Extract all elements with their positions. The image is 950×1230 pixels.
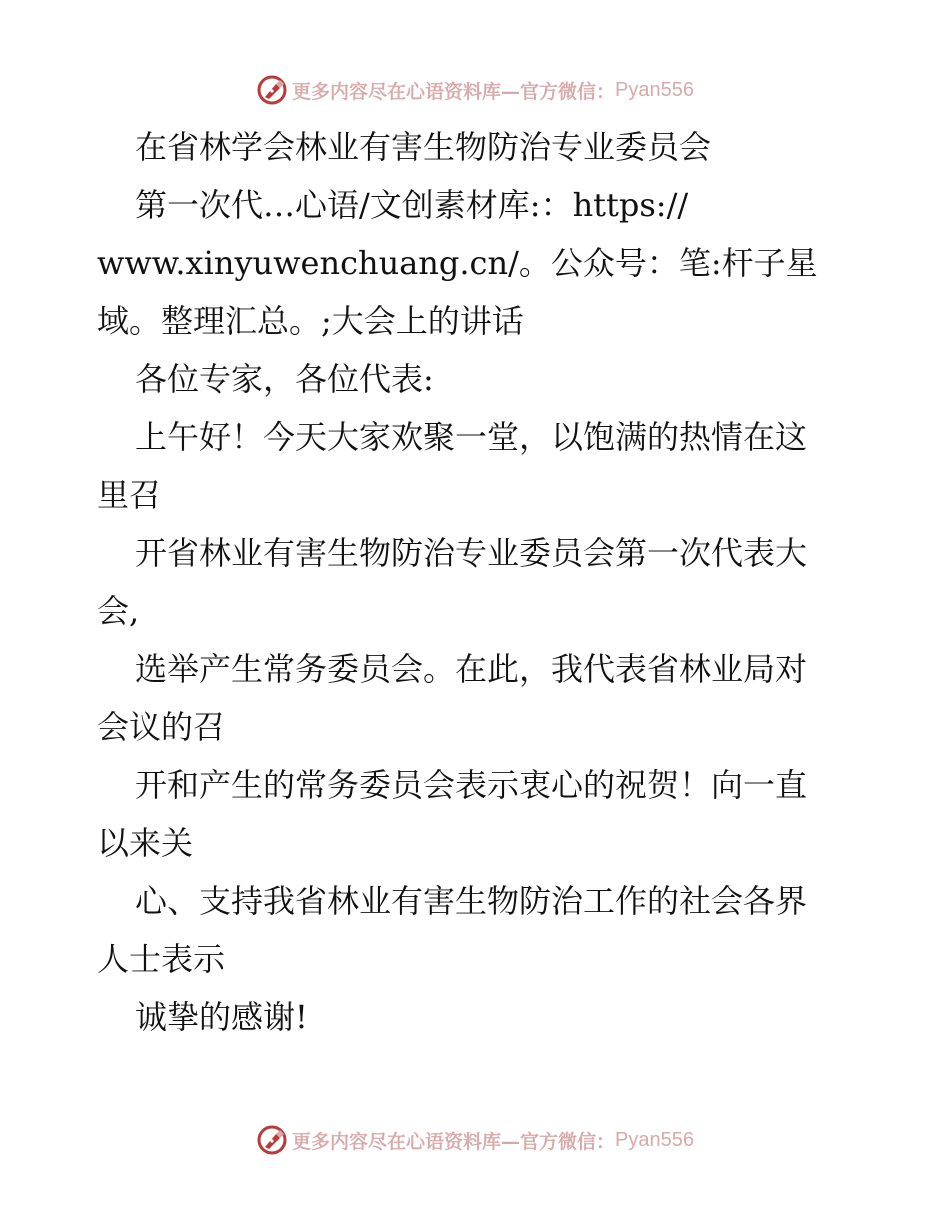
paragraph-line: 上午好！今天大家欢聚一堂，以饱满的热情在这 bbox=[135, 418, 808, 456]
header-banner bbox=[0, 70, 950, 110]
paragraph-line: 以来关 bbox=[97, 824, 194, 862]
paragraph-line: 心、支持我省林业有害生物防治工作的社会各界 bbox=[135, 882, 808, 920]
pen-logo-icon bbox=[256, 1124, 288, 1156]
paragraph-line: 诚挚的感谢! bbox=[135, 998, 308, 1036]
document-body bbox=[97, 118, 857, 1046]
header-banner-wechat-id: Pyan556 bbox=[615, 78, 694, 101]
paragraph-line: 里召 bbox=[97, 476, 162, 514]
title-line-4: 域。整理汇总。;大会上的讲话 bbox=[97, 302, 524, 340]
title-line-3: www.xinyuwenchuang.cn/。公众号：笔:杆子星 bbox=[97, 244, 818, 282]
footer-banner bbox=[0, 1120, 950, 1160]
title-line-2: 第一次代…心语/文创素材库:：https:// bbox=[135, 186, 689, 224]
pen-logo-icon bbox=[256, 74, 288, 106]
footer-banner-text: 更多内容尽在心语资料库—官方微信： bbox=[292, 1130, 616, 1153]
paragraph-line: 会, bbox=[97, 592, 140, 630]
paragraph-line: 会议的召 bbox=[97, 708, 226, 746]
paragraph-line: 开省林业有害生物防治专业委员会第一次代表大 bbox=[135, 534, 808, 572]
paragraph-line: 开和产生的常务委员会表示衷心的祝贺！向一直 bbox=[135, 766, 808, 804]
title-line-1: 在省林学会林业有害生物防治专业委员会 bbox=[135, 128, 712, 166]
header-banner-text: 更多内容尽在心语资料库—官方微信： bbox=[292, 80, 616, 103]
footer-banner-wechat-id: Pyan556 bbox=[615, 1128, 694, 1151]
salutation-line: 各位专家，各位代表: bbox=[135, 360, 434, 398]
paragraph-line: 人士表示 bbox=[97, 940, 226, 978]
paragraph-line: 选举产生常务委员会。在此，我代表省林业局对 bbox=[135, 650, 808, 688]
